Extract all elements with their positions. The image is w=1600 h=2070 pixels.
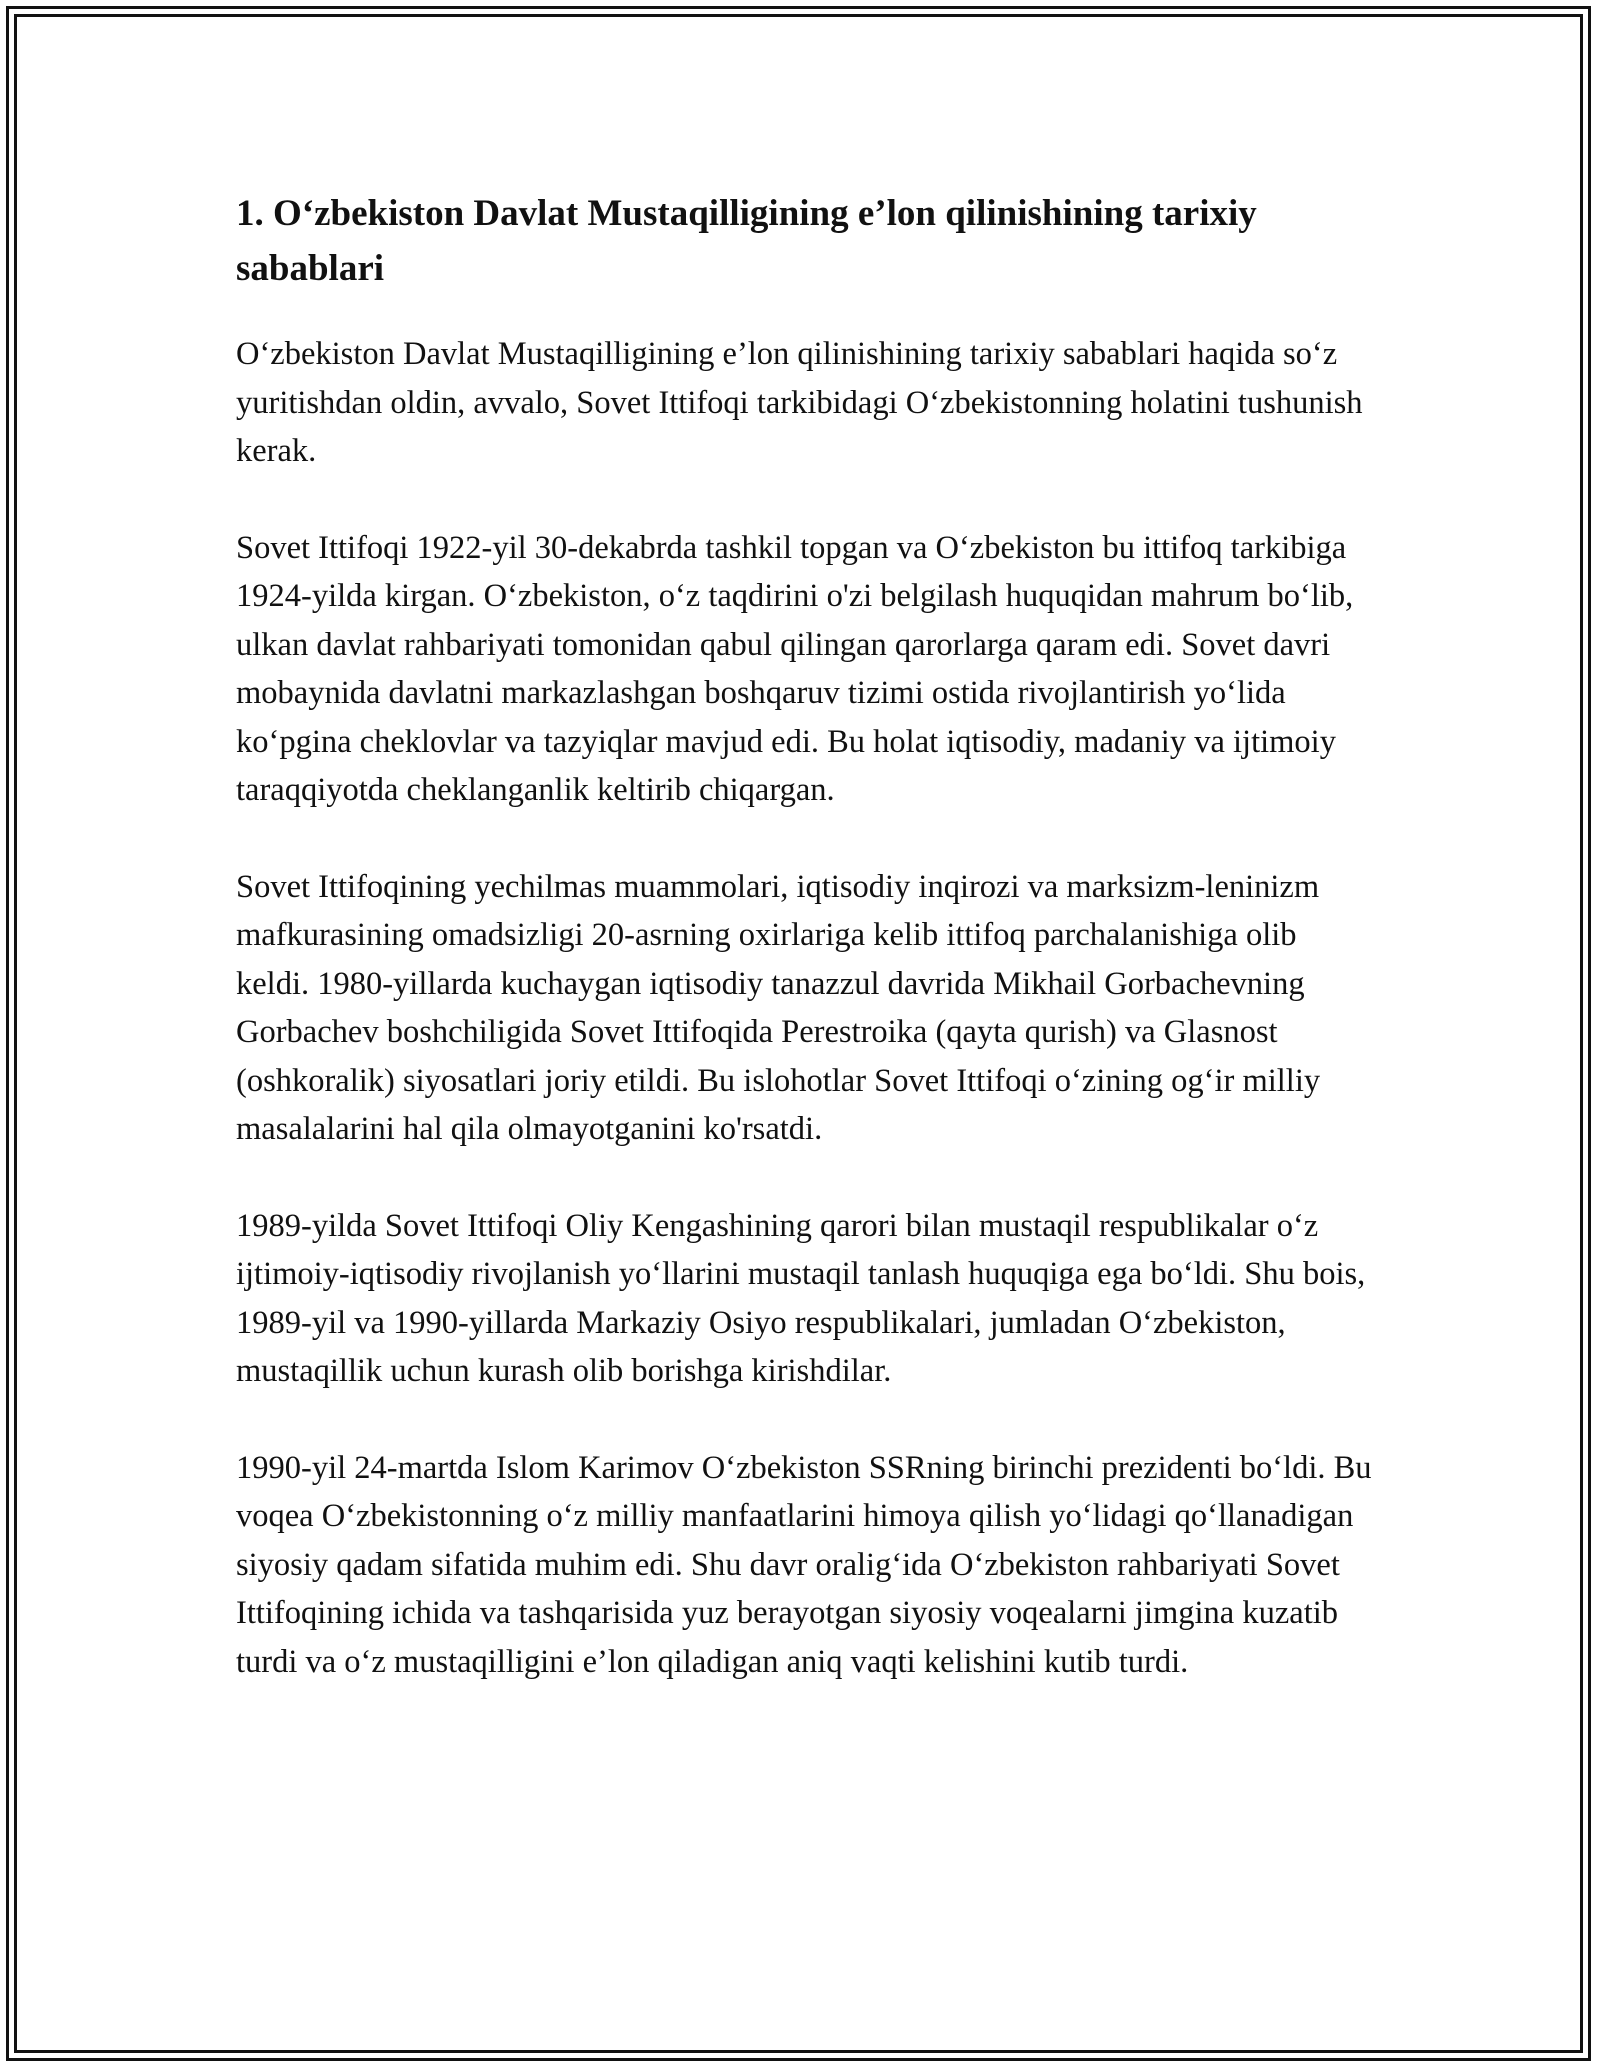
paragraph-intro: O‘zbekiston Davlat Mustaqilligining e’lon qilinishining tarixiy sabablari haqida so‘z yuritishdan oldin, avvalo, Sovet Ittifoqi tarkibidagi O‘zbekistonning holatini tushunish kerak. [236, 336, 1363, 469]
section-heading: 1. O‘zbekiston Davlat Mustaqilligining e’lon qilinishining tarixiy sabablari [236, 193, 1257, 289]
paragraph-collapse: Sovet Ittifoqining yechilmas muammolari, iqtisodiy inqirozi va marksizm-leninizm mafkurasining omadsizligi 20-asrning oxirlariga kelib ittifoq parchalanishiga olib keldi. 1980-yillarda kuchaygan iqtisodiy tanazzul davrida Mikhail Gorbachevning Gorbachev boshchiligida Sovet Ittifoqida Perestroika (qayta qurish) va Glasnost (oshkoralik) siyosatlari joriy etildi. Bu islohotlar Sovet Ittifoqi o‘zining og‘ir milliy masalalarini hal qila olmayotganini ko'rsatdi. [236, 868, 1321, 1147]
paragraph-1990: 1990-yil 24-martda Islom Karimov O‘zbekiston SSRning birinchi prezidenti bo‘ldi. Bu voqea O‘zbekistonning o‘z milliy manfaatlarini himoya qilish yo‘lidagi qo‘llanadigan siyosiy qadam sifatida muhim edi. Shu davr oralig‘ida O‘zbekiston rahbariyati Sovet Ittifoqining ichida va tashqarisida yuz berayotgan siyosiy voqealarni jimgina kuzatib turdi va o‘z mustaqilligini e’lon qiladigan aniq vaqti kelishini kutib turdi. [236, 1449, 1372, 1680]
paragraph-1989: 1989-yilda Sovet Ittifoqi Oliy Kengashining qarori bilan mustaqil respublikalar o‘z ijtimoiy-iqtisodiy rivojlanish yo‘llarini mustaqil tanlash huquqiga ega bo‘ldi. Shu bois, 1989-yil va 1990-yillarda Markaziy Osiyo respublikalari, jumladan O‘zbekiston, mustaqillik uchun kurash olib borishga kirishdilar. [236, 1207, 1366, 1389]
paragraph-soviet-union: Sovet Ittifoqi 1922-yil 30-dekabrda tashkil topgan va O‘zbekiston bu ittifoq tarkibiga 1924-yilda kirgan. O‘zbekiston, o‘z taqdirini o'zi belgilash huquqidan mahrum bo‘lib, ulkan davlat rahbariyati tomonidan qabul qilingan qarorlarga qaram edi. Sovet davri mobaynida davlatni markazlashgan boshqaruv tizimi ostida rivojlantirish yo‘lida ko‘pgina cheklovlar va tazyiqlar mavjud edi. Bu holat iqtisodiy, madaniy va ijtimoiy taraqqiyotda cheklanganlik keltirib chiqargan. [236, 529, 1354, 808]
document-body [236, 186, 1376, 1734]
